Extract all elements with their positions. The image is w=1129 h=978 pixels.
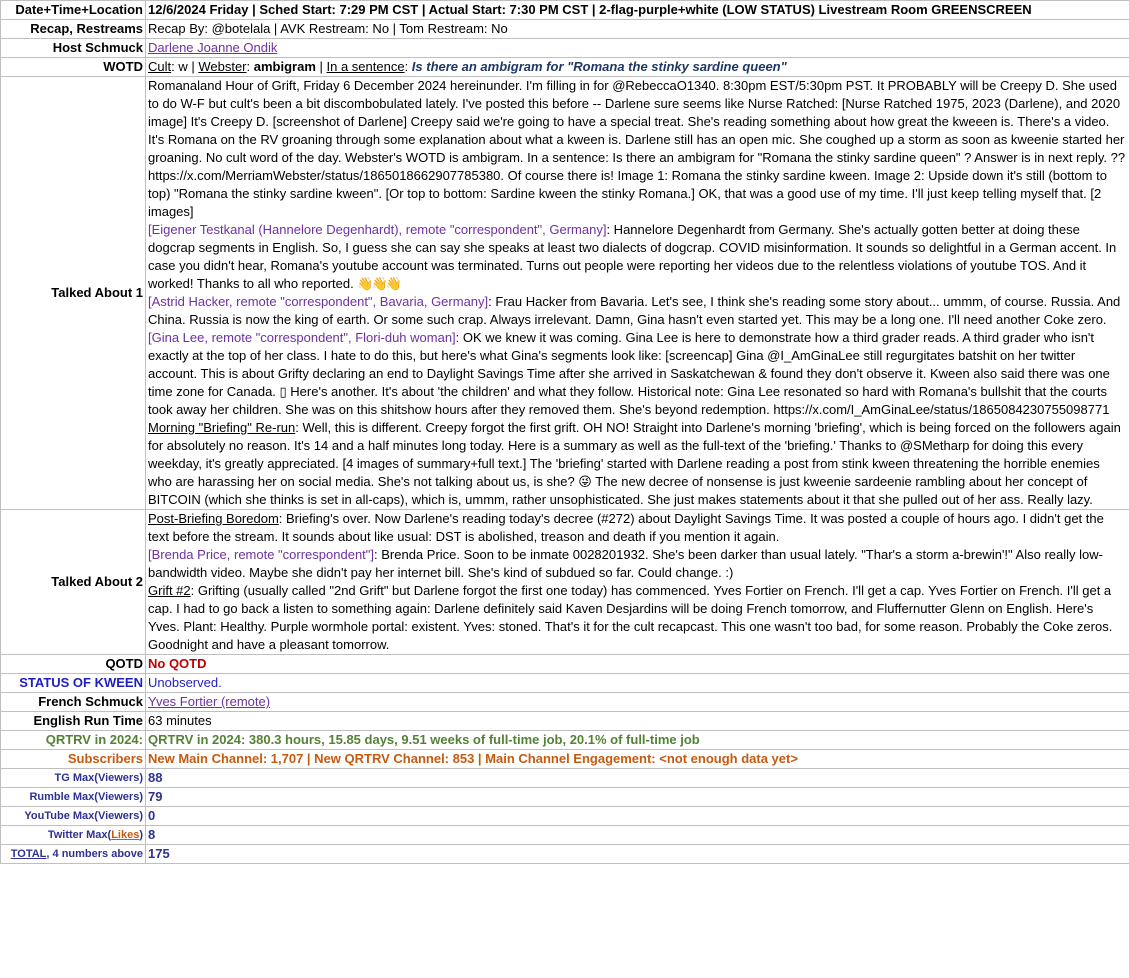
qrtrv-value: QRTRV in 2024: 380.3 hours, 15.85 days, 9.51 weeks of full-time job, 20.1% of full-time job [146, 731, 1129, 750]
talked1-s5-name: Morning "Briefing" Re-run [148, 420, 296, 435]
label-status: STATUS OF KWEEN [1, 674, 146, 693]
row-twitter [1, 826, 1129, 845]
total-label-rest: , 4 numbers above [46, 848, 143, 860]
twitter-label-post: ) [139, 829, 143, 841]
subscribers-value: New Main Channel: 1,707 | New QRTRV Channel: 853 | Main Channel Engagement: <not enough data yet> [146, 750, 1129, 769]
row-total [1, 845, 1129, 864]
row-french [1, 693, 1129, 712]
label-qotd: QOTD [1, 655, 146, 674]
rumble-value: 79 [146, 788, 1129, 807]
row-qrtrv [1, 731, 1129, 750]
row-runtime [1, 712, 1129, 731]
wotd-sentence-sep: | [315, 59, 327, 74]
wotd-colon: : [404, 59, 412, 74]
talked1-intro: Romanaland Hour of Grift, Friday 6 December 2024 hereinunder. I'm filling in for @RebeccaO1340. 8:30pm EST/5:30pm PST. It PROBABLY will be Creepy D. She used to do W-F but cult's been a bit discombobulated lately. I've posted this before -- Darlene sure seems like Nurse Ratched: [Nurse Ratched 1975, 2023 (Darlene), and 2020 image] It's Creepy D. [screenshot of Darlene] Creepy said we're going to have a special treat. She's reading something about how great the kweeen is. There's a video. It's Romana on the RV groaning through some explanation about what a kween is. Darlene still has an open mic. She coughed up a storm as soon as kweenie started her groaning. No cult word of the day. Webster's WOTD is ambigram. In a sentence: Is there an ambigram for "Romana the stinky sardine queen" ? Answer is in next reply. ?? https://x.com/MerriamWebster/status/1865018662907785380. Of course there is! Image 1: Romana the stinky sardine kween. Image 2: Upside down it's still (bottom to top) "Romana the stinky sardine kween". [Or top to bottom: Sardine kween the stinky Romana.] OK, that was a good use of my time. I'll just keep telling myself that. [2 images] [148, 78, 1126, 219]
talked2-s3-name: Grift #2 [148, 583, 191, 598]
label-runtime: English Run Time [1, 712, 146, 731]
date-line: 12/6/2024 Friday | Sched Start: 7:29 PM CST | Actual Start: 7:30 PM CST | 2-flag-purple+white (LOW STATUS) Livestream Room GREENSCREEN [146, 1, 1129, 20]
label-qrtrv: QRTRV in 2024: [1, 731, 146, 750]
row-status [1, 674, 1129, 693]
label-recap: Recap, Restreams [1, 20, 146, 39]
label-twitter [1, 826, 146, 845]
label-total [1, 845, 146, 864]
total-value: 175 [146, 845, 1129, 864]
talked-2-text [146, 510, 1129, 655]
label-subscribers: Subscribers [1, 750, 146, 769]
row-rumble [1, 788, 1129, 807]
wotd-webster-sep: : [246, 59, 254, 74]
label-host: Host Schmuck [1, 39, 146, 58]
row-qotd [1, 655, 1129, 674]
twitter-value: 8 [146, 826, 1129, 845]
tg-value: 88 [146, 769, 1129, 788]
wotd-cult-label: Cult [148, 59, 172, 74]
status-value: Unobserved. [146, 674, 1129, 693]
talked2-s1-text: : Briefing's over. Now Darlene's reading today's decree (#272) about Daylight Savings Time. It was posted a couple of hours ago. I didn't get the text before the stream. It sounds about like usual: DST is abolished, treason and death if you mention it again. [148, 511, 1104, 544]
wotd-sentence: Is there an ambigram for "Romana the stinky sardine queen" [411, 59, 787, 74]
host-name-link[interactable]: Darlene Joanne Ondik [148, 40, 278, 55]
row-youtube [1, 807, 1129, 826]
wotd-webster-label: Webster [198, 59, 247, 74]
talked1-s5-text: : Well, this is different. Creepy forgot the first grift. OH NO! Straight into Darlene's morning 'briefing', which is being forced on the followers again for absolutely no reason. It's 14 and a half minutes long today. Here is a summary as well as the full-text of the 'briefing.' Thanks to @SMetharp for doing this every weekday, it's greatly appreciated. [4 images of summary+full text.] The 'briefing' started with Darlene reading a post from stink kween threatening the horrible enemies who are harassing her on social media. She's not talking about us, is she? 😜 The new decree of nonsense is just kweenie sardeenie rambling about her concept of BITCOIN (which she thinks is set in all-caps), which is, ummm, rather unsophisticated. She just makes statements about it that she pulled out of her ass. Really lazy. [148, 420, 1121, 507]
waving-hands-emoji: 👋👋👋 [357, 276, 400, 291]
talked1-s2-text: : Hannelore Degenhardt from Germany. She's actually gotten better at doing these dogcrap segments in English. So, I guess she can say she speaks at least two dialects of dogcrap. COVID misinformation. It sounds so delightful in a German accent. In case you didn't hear, Romana's youtube account was terminated. Turns out people were reporting her videos due to the relentless violations of youtube TOS. And it worked! Thanks to all who reported. [148, 222, 1117, 291]
label-french: French Schmuck [1, 693, 146, 712]
label-talked-1: Talked About 1 [1, 77, 146, 510]
label-wotd: WOTD [1, 58, 146, 77]
label-talked-2: Talked About 2 [1, 510, 146, 655]
talked2-s2-name: [Brenda Price, remote "correspondent"] [148, 547, 375, 562]
row-date [1, 1, 1129, 20]
row-tg [1, 769, 1129, 788]
qotd-value: No QOTD [146, 655, 1129, 674]
row-host [1, 39, 1129, 58]
wotd-value [146, 58, 1129, 77]
talked-1-text [146, 77, 1129, 510]
talked1-s4-text: : OK we knew it was coming. Gina Lee is here to demonstrate how a third grader reads. A third grader who isn't exactly at the top of her class. I hate to do this, but here's what Gina's segments look like: [screencap] Gina @I_AmGinaLee still regurgitates batshit on her twitter account. This is about Grifty declaring an end to Daylight Savings Time after she arrived in Saskatchewan & found they don't observe it. Kween also said there was one time zone for Canada. ▯ Here's another. It's about 'the children' and what they follow. Historical note: Gina Lee resonated so hard with Romana's bullshit that the courts took away her children. She was on this shitshow hours after they removed them. She's beyond redemption. https://x.com/I_AmGinaLee/status/1865084230755098771 [148, 330, 1110, 417]
talked1-s2-name: [Eigener Testkanal (Hannelore Degenhardt), remote "correspondent", Germany] [148, 222, 607, 237]
recap-line: Recap By: @botelala | AVK Restream: No | Tom Restream: No [146, 20, 1129, 39]
talked1-s3-text: : Frau Hacker from Bavaria. Let's see, I think she's reading some story about... ummm, of course. Russia. And China. Russia is now the king of earth. Or some such crap. Always irrelevant. Damn, Gina hasn't even started yet. This may be a long one. I'll need another Coke zero. [148, 294, 1121, 327]
wotd-webster-word: ambigram [253, 59, 316, 74]
youtube-value: 0 [146, 807, 1129, 826]
wotd-sentence-label: In a sentence [326, 59, 405, 74]
label-tg: TG Max(Viewers) [1, 769, 146, 788]
wotd-cult-sep: : w | [171, 59, 199, 74]
label-rumble: Rumble Max(Viewers) [1, 788, 146, 807]
twitter-likes-link[interactable]: Likes [111, 829, 140, 841]
talked1-s3-name: [Astrid Hacker, remote "correspondent", Bavaria, Germany] [148, 294, 489, 309]
runtime-value: 63 minutes [146, 712, 1129, 731]
french-name-link[interactable]: Yves Fortier (remote) [148, 694, 271, 709]
label-youtube: YouTube Max(Viewers) [1, 807, 146, 826]
total-link[interactable]: TOTAL [10, 848, 47, 860]
row-wotd [1, 58, 1129, 77]
twitter-label-pre: Twitter Max( [47, 829, 112, 841]
row-recap [1, 20, 1129, 39]
talked2-s2-text: : Brenda Price. Soon to be inmate 0028201932. She's been darker than usual lately. "Thar's a storm a-brewin'!" Also really low-bandwidth video. Maybe she didn't pay her internet bill. She's kind of subdued so far. Could change. :) [148, 547, 1103, 580]
talked1-s4-name: [Gina Lee, remote "correspondent", Flori-duh woman] [148, 330, 456, 345]
row-talked-1 [1, 77, 1129, 510]
talked2-s1-name: Post-Briefing Boredom [148, 511, 279, 526]
row-subscribers [1, 750, 1129, 769]
label-date: Date+Time+Location [1, 1, 146, 20]
row-talked-2 [1, 510, 1129, 655]
talked2-s3-text: : Grifting (usually called "2nd Grift" but Darlene forgot the first one today) has commenced. Yves Fortier on French. I'll get a cap. Yves Fortier on French. I'll get a cap. I had to go back a listen to something again: Darlene definitely said Kaven Desjardins will be doing French tomorrow, and Fluffernutter Glenn on English. Here's Yves. Plant: Healthy. Purple wormhole portal: existent. Yves: stoned. That's it for the cult recapcast. This one wasn't too bad, for some reason. Probably the Coke zeros. Goodnight and have a pleasant tomorrow. [148, 583, 1113, 652]
